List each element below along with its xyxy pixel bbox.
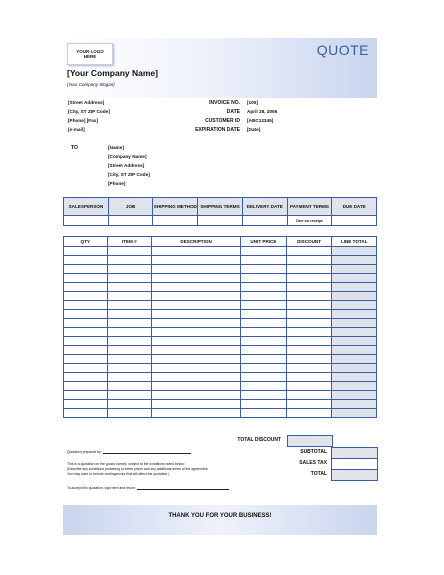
- prepared-by-line[interactable]: [103, 450, 191, 454]
- table-cell[interactable]: [241, 409, 287, 418]
- table-row: [64, 373, 377, 382]
- table-cell[interactable]: [332, 337, 377, 346]
- table-cell[interactable]: [64, 346, 108, 355]
- table-row: [64, 292, 377, 301]
- table-cell[interactable]: [107, 337, 152, 346]
- table-cell[interactable]: [286, 355, 332, 364]
- table-cell[interactable]: [286, 256, 332, 265]
- table-cell[interactable]: [286, 400, 332, 409]
- table-cell[interactable]: [286, 391, 332, 400]
- table-row: [64, 409, 377, 418]
- table-cell[interactable]: [107, 364, 152, 373]
- company-email: [e-mail]: [68, 127, 85, 132]
- table-cell[interactable]: [241, 346, 287, 355]
- table-cell[interactable]: [107, 256, 152, 265]
- table-cell[interactable]: [332, 256, 377, 265]
- table-cell[interactable]: [107, 283, 152, 292]
- table-cell[interactable]: [64, 409, 108, 418]
- table-cell[interactable]: [241, 283, 287, 292]
- header-delivery-date: DELIVERY DATE: [242, 198, 287, 216]
- table-cell[interactable]: [332, 364, 377, 373]
- cell-due-date[interactable]: [332, 216, 377, 226]
- company-street: [Street Address]: [68, 100, 105, 105]
- table-row: [64, 337, 377, 346]
- table-cell[interactable]: [332, 265, 377, 274]
- cell-shipping-terms[interactable]: [198, 216, 243, 226]
- table-cell[interactable]: [152, 274, 241, 283]
- table-cell[interactable]: [286, 319, 332, 328]
- table-cell[interactable]: [152, 382, 241, 391]
- table-row: [64, 265, 377, 274]
- note-line-2: (Describe any conditions pertaining to these prices and any additional terms of the agreement.: [67, 467, 209, 471]
- table-cell[interactable]: [332, 391, 377, 400]
- cell-job[interactable]: [108, 216, 153, 226]
- table-row: [64, 319, 377, 328]
- table-cell[interactable]: [64, 301, 108, 310]
- table-cell[interactable]: [241, 319, 287, 328]
- table-cell[interactable]: [286, 409, 332, 418]
- signature-line[interactable]: [137, 486, 229, 490]
- table-row: [64, 391, 377, 400]
- table-cell[interactable]: [286, 265, 332, 274]
- table-cell[interactable]: [241, 391, 287, 400]
- table-row: [64, 274, 377, 283]
- table-cell[interactable]: [332, 247, 377, 256]
- cell-shipping-method[interactable]: [153, 216, 198, 226]
- table-cell[interactable]: [152, 391, 241, 400]
- table-cell[interactable]: [107, 247, 152, 256]
- header-item-number: ITEM #: [107, 237, 152, 247]
- sales-tax-label: SALES TAX: [299, 460, 327, 466]
- table-row: [64, 400, 377, 409]
- table-cell[interactable]: [64, 256, 108, 265]
- header-job: JOB: [108, 198, 153, 216]
- prepared-by: [67, 450, 191, 454]
- to-company: [Company Name]: [108, 154, 147, 159]
- table-row: [64, 382, 377, 391]
- table-cell[interactable]: [332, 382, 377, 391]
- table-cell[interactable]: [152, 256, 241, 265]
- table-row: [64, 346, 377, 355]
- company-slogan: [Your Company Slogan]: [67, 82, 115, 87]
- table-cell[interactable]: [241, 265, 287, 274]
- table-cell[interactable]: [64, 337, 108, 346]
- table-cell[interactable]: [152, 346, 241, 355]
- invoice-no-value: [100]: [247, 100, 258, 105]
- header-description: DESCRIPTION: [152, 237, 241, 247]
- total-discount-label: TOTAL DISCOUNT: [237, 437, 281, 443]
- table-cell[interactable]: [332, 292, 377, 301]
- date-value: April 28, 2006: [247, 109, 278, 114]
- table-cell[interactable]: [332, 400, 377, 409]
- header-due-date: DUE DATE: [332, 198, 377, 216]
- table-row: [64, 328, 377, 337]
- table-cell[interactable]: [241, 256, 287, 265]
- thank-you-message: THANK YOU FOR YOUR BUSINESS!: [168, 513, 272, 519]
- table-cell[interactable]: [332, 310, 377, 319]
- table-cell[interactable]: [107, 328, 152, 337]
- quote-document: [63, 38, 377, 535]
- logo-placeholder: YOUR LOGO HERE: [67, 43, 113, 65]
- table-cell[interactable]: [286, 346, 332, 355]
- table-cell[interactable]: [64, 274, 108, 283]
- date-label: DATE: [226, 109, 240, 115]
- customer-id-value: [ABC12345]: [247, 118, 274, 123]
- table-cell[interactable]: [332, 301, 377, 310]
- table-cell[interactable]: [152, 283, 241, 292]
- table-cell[interactable]: [286, 274, 332, 283]
- table-cell[interactable]: [241, 355, 287, 364]
- table-cell[interactable]: [64, 265, 108, 274]
- table-cell[interactable]: [107, 346, 152, 355]
- cell-payment-terms[interactable]: Due on receipt: [287, 216, 332, 226]
- table-cell[interactable]: [332, 373, 377, 382]
- accept-line: [67, 486, 229, 490]
- header-discount: DISCOUNT: [286, 237, 332, 247]
- table-cell[interactable]: [286, 310, 332, 319]
- to-phone: [Phone]: [108, 181, 126, 186]
- table-cell[interactable]: [332, 346, 377, 355]
- table-cell[interactable]: [241, 328, 287, 337]
- table-row: [64, 256, 377, 265]
- company-name: [Your Company Name]: [67, 68, 158, 78]
- table-cell[interactable]: [241, 247, 287, 256]
- table-cell[interactable]: [152, 364, 241, 373]
- header-salesperson: SALESPERSON: [64, 198, 109, 216]
- table-cell[interactable]: [107, 319, 152, 328]
- table-cell[interactable]: [152, 409, 241, 418]
- table-cell[interactable]: [64, 373, 108, 382]
- company-phone: [Phone] [Fax]: [68, 118, 98, 123]
- table-cell[interactable]: [241, 400, 287, 409]
- table-cell[interactable]: [152, 355, 241, 364]
- table-cell[interactable]: [286, 328, 332, 337]
- table-row: [64, 364, 377, 373]
- table-cell[interactable]: [107, 292, 152, 301]
- table-cell[interactable]: [332, 319, 377, 328]
- table-cell[interactable]: [286, 301, 332, 310]
- table-cell[interactable]: [286, 373, 332, 382]
- table-cell[interactable]: [332, 328, 377, 337]
- table-cell[interactable]: [64, 382, 108, 391]
- to-street: [Street Address]: [108, 163, 145, 168]
- to-label: TO: [71, 145, 78, 151]
- table-cell[interactable]: [107, 265, 152, 274]
- table-cell[interactable]: [332, 355, 377, 364]
- table-cell[interactable]: [241, 301, 287, 310]
- table-cell[interactable]: [286, 337, 332, 346]
- table-cell[interactable]: [107, 355, 152, 364]
- to-name: [Name]: [108, 145, 124, 150]
- table-cell[interactable]: [286, 382, 332, 391]
- table-row: [64, 310, 377, 319]
- table-cell[interactable]: [152, 319, 241, 328]
- document-title: QUOTE: [316, 42, 369, 58]
- expiration-date-label: EXPIRATION DATE: [195, 127, 240, 133]
- total-value[interactable]: [331, 469, 378, 481]
- table-cell[interactable]: [107, 409, 152, 418]
- table-cell[interactable]: [64, 292, 108, 301]
- table-row: [64, 355, 377, 364]
- note-line-1: This is a quotation on the goods named, subject to the conditions noted below:: [67, 462, 185, 466]
- header-qty: QTY: [64, 237, 108, 247]
- total-discount-value[interactable]: [287, 435, 333, 447]
- total-label: TOTAL: [310, 471, 327, 477]
- to-city: [City, ST ZIP Code]: [108, 172, 150, 177]
- table-cell[interactable]: [64, 310, 108, 319]
- table-cell[interactable]: [152, 292, 241, 301]
- table-cell[interactable]: [152, 337, 241, 346]
- table-cell[interactable]: [152, 247, 241, 256]
- footer-band: [63, 505, 377, 535]
- table-cell[interactable]: [332, 274, 377, 283]
- table-cell[interactable]: [107, 400, 152, 409]
- table-cell[interactable]: [152, 328, 241, 337]
- table-cell[interactable]: [241, 337, 287, 346]
- table-cell[interactable]: [107, 391, 152, 400]
- table-cell[interactable]: [286, 364, 332, 373]
- table-cell[interactable]: [241, 292, 287, 301]
- table-cell[interactable]: [241, 382, 287, 391]
- table-cell[interactable]: [241, 364, 287, 373]
- subtotal-label: SUBTOTAL: [300, 449, 327, 455]
- table-cell[interactable]: [107, 301, 152, 310]
- header-unit-price: UNIT PRICE: [241, 237, 287, 247]
- table-cell[interactable]: [107, 382, 152, 391]
- table-cell[interactable]: [64, 283, 108, 292]
- table-cell[interactable]: [64, 364, 108, 373]
- customer-id-label: CUSTOMER ID: [205, 118, 240, 124]
- table-cell[interactable]: [107, 373, 152, 382]
- header-shipping-terms: SHIPPING TERMS: [198, 198, 243, 216]
- table-cell[interactable]: [241, 310, 287, 319]
- header-payment-terms: PAYMENT TERMS: [287, 198, 332, 216]
- table-cell[interactable]: [64, 355, 108, 364]
- table-cell[interactable]: [241, 274, 287, 283]
- table-cell[interactable]: [152, 310, 241, 319]
- table-cell[interactable]: [152, 373, 241, 382]
- table-cell[interactable]: [152, 400, 241, 409]
- table-cell[interactable]: [332, 283, 377, 292]
- header-line-total: LINE TOTAL: [332, 237, 377, 247]
- table-cell[interactable]: [107, 274, 152, 283]
- table-cell[interactable]: [64, 319, 108, 328]
- table-cell[interactable]: [241, 373, 287, 382]
- table-cell[interactable]: [332, 409, 377, 418]
- cell-salesperson[interactable]: [64, 216, 109, 226]
- items-table: [63, 236, 377, 418]
- table-cell[interactable]: [64, 400, 108, 409]
- company-city: [City, ST ZIP Code]: [68, 109, 110, 114]
- table-cell[interactable]: [107, 310, 152, 319]
- table-cell[interactable]: [152, 265, 241, 274]
- shipping-table: [63, 197, 377, 226]
- table-row: [64, 283, 377, 292]
- table-cell[interactable]: [64, 328, 108, 337]
- table-row: [64, 247, 377, 256]
- table-cell[interactable]: [64, 391, 108, 400]
- table-cell[interactable]: [286, 247, 332, 256]
- table-cell[interactable]: [286, 283, 332, 292]
- expiration-date-value: [Date]: [247, 127, 261, 132]
- cell-delivery-date[interactable]: [242, 216, 287, 226]
- table-cell[interactable]: [286, 292, 332, 301]
- note-line-3: You may want to include contingencies that will affect the quotation.): [67, 472, 170, 476]
- table-row: [64, 301, 377, 310]
- prepared-by-label: Quotation prepared by:: [67, 450, 102, 454]
- table-cell[interactable]: [152, 301, 241, 310]
- header-shipping-method: SHIPPING METHOD: [153, 198, 198, 216]
- invoice-no-label: INVOICE NO.: [209, 100, 240, 106]
- table-cell[interactable]: [64, 247, 108, 256]
- accept-label: To accept this quotation, sign here and return:: [67, 486, 136, 490]
